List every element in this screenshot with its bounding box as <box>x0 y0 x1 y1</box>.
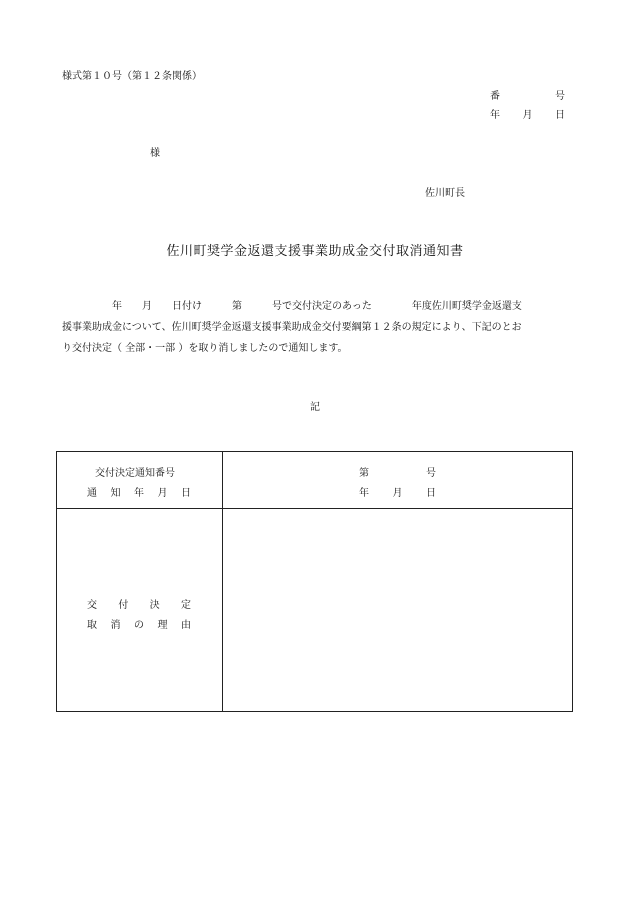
notice-date-value[interactable] <box>359 484 436 499</box>
reason-char: 交 <box>87 600 97 611</box>
reference-number-label: 番 <box>490 91 500 102</box>
reference-number <box>490 87 565 102</box>
reason-char: 取 <box>87 620 97 631</box>
notice-number-label: 交付決定通知番号 <box>95 468 175 479</box>
reason-char: 付 <box>118 600 129 611</box>
number-prefix: 第 <box>359 468 369 479</box>
notice-date-char: 通 <box>87 488 97 499</box>
reason-value-field[interactable] <box>232 516 562 701</box>
reason-char: 消 <box>110 620 121 631</box>
reference-date <box>490 106 565 121</box>
table-column-divider <box>222 452 223 711</box>
body-text <box>62 296 582 359</box>
reason-char: 定 <box>180 600 191 611</box>
reference-date-month: 月 <box>522 110 533 121</box>
table-row-divider <box>57 508 572 509</box>
issuer: 佐川町長 <box>425 188 465 199</box>
form-number: 様式第１０号（第１２条関係） <box>62 71 202 82</box>
details-table <box>56 451 573 712</box>
reference-date-year: 年 <box>490 110 500 121</box>
reference-date-day: 日 <box>555 110 565 121</box>
document-title: 佐川町奨学金返還支援事業助成金交付取消通知書 <box>166 244 464 259</box>
notice-date-char: 知 <box>110 488 121 499</box>
reason-label-line-2 <box>87 616 191 631</box>
reason-char: の <box>134 620 144 631</box>
notice-date-char: 年 <box>134 488 144 499</box>
reason-char: 由 <box>181 620 191 631</box>
date-month: 月 <box>392 488 403 499</box>
reason-char: 決 <box>149 600 160 611</box>
notice-number-value[interactable] <box>359 464 436 479</box>
notice-date-char: 日 <box>181 488 191 499</box>
addressee: 様 <box>150 148 160 159</box>
reason-char: 理 <box>157 620 168 631</box>
date-year: 年 <box>359 488 369 499</box>
date-day: 日 <box>426 488 436 499</box>
body-line-2: 援事業助成金について、佐川町奨学金返還支援事業助成金交付要綱第１２条の規定により、下記のとお <box>62 322 522 333</box>
reason-label-line-1 <box>87 596 191 611</box>
body-line-1: 年 月 日付け 第 号で交付決定のあった 年度佐川町奨学金返還支 <box>62 301 522 312</box>
reference-number-suffix: 号 <box>555 91 565 102</box>
notice-date-label <box>87 484 191 499</box>
number-suffix: 号 <box>426 468 436 479</box>
ki-heading: 記 <box>310 402 320 413</box>
notice-date-char: 月 <box>157 488 168 499</box>
body-line-3: り交付決定（ 全部・一部 ）を取り消しましたので通知します。 <box>62 343 348 354</box>
